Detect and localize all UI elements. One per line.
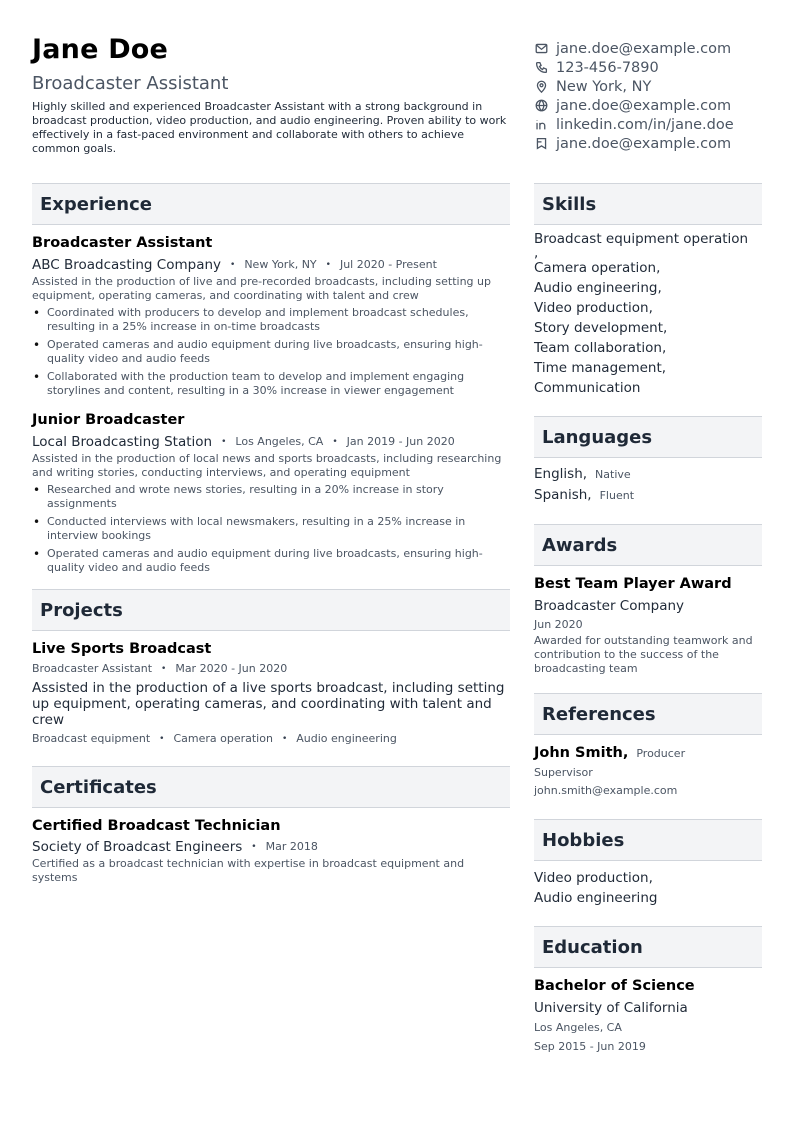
contact-website[interactable] — [534, 96, 774, 115]
degree: Bachelor of Science — [534, 978, 695, 994]
summary: Highly skilled and experienced Broadcaster Assistant with a strong background in broadcast production, video production, and audio engineering. Proven ability to work effectively in a fast-paced environment and collaborate with others to achieve common goals. — [32, 100, 507, 155]
dates: Mar 2020 - Jun 2020 — [175, 662, 288, 675]
references-heading: References — [534, 693, 762, 735]
separator: • — [251, 842, 257, 852]
hobbies-heading: Hobbies — [534, 819, 762, 861]
skill-item: Time management, — [534, 360, 667, 376]
award-description: Awarded for outstanding teamwork and contribution to the success of the broadcasting team — [534, 634, 753, 675]
education-dates: Sep 2015 - Jun 2019 — [534, 1040, 646, 1053]
awards-heading: Awards — [534, 524, 762, 566]
reference-name: John Smith, — [534, 745, 629, 761]
bullet-item: • Operated cameras and audio equipment during live broadcasts, ensuring high-quality video and audio feeds — [32, 547, 510, 575]
bullet-item: • Conducted interviews with local newsmakers, resulting in a 25% increase in interview bookings — [32, 515, 510, 543]
language-name: Spanish, — [534, 487, 592, 503]
contact-text: jane.doe@example.com — [556, 97, 732, 114]
skill-item: Broadcast equipment operation — [534, 231, 749, 247]
contact-list — [534, 39, 774, 153]
hobbies-list — [534, 868, 762, 908]
contact-location — [534, 77, 774, 96]
job-bullets — [32, 306, 510, 398]
globe-icon — [534, 99, 548, 113]
certificate-description: Certified as a broadcast technician with expertise in broadcast equipment and systems — [32, 857, 465, 884]
experience-item — [32, 233, 510, 398]
contact-text: jane.doe@example.com — [556, 135, 732, 152]
location-pin-icon — [534, 80, 548, 94]
candidate-role: Broadcaster Assistant — [32, 73, 229, 94]
date: Mar 2018 — [265, 840, 318, 853]
issuer: Society of Broadcast Engineers — [32, 839, 243, 855]
bookmark-icon — [534, 137, 548, 151]
skill-item: Team collaboration, — [534, 340, 667, 356]
contact-phone[interactable] — [534, 58, 774, 77]
hobby-item: Audio engineering — [534, 890, 658, 906]
phone-icon — [534, 61, 548, 75]
contact-other[interactable] — [534, 134, 774, 153]
tag: Broadcast equipment — [32, 732, 151, 745]
company: ABC Broadcasting Company — [32, 257, 222, 273]
language-level: Native — [595, 468, 631, 481]
job-description: Assisted in the production of live and pre-recorded broadcasts, including setting up equipment, operating cameras, and coordinating with talent and crew — [32, 275, 491, 302]
contact-linkedin[interactable] — [534, 115, 774, 134]
separator: • — [281, 734, 288, 744]
languages-heading: Languages — [534, 416, 762, 458]
contact-text: linkedin.com/in/jane.doe — [556, 116, 734, 133]
award-title: Best Team Player Award — [534, 576, 732, 592]
separator: • — [230, 260, 236, 270]
project-description: Assisted in the production of a live sports broadcast, including setting up equipment, operating cameras, and coordinating with talent and crew — [32, 680, 505, 728]
hobby-item: Video production, — [534, 870, 653, 886]
skills-heading: Skills — [534, 183, 762, 225]
education-location: Los Angeles, CA — [534, 1021, 622, 1034]
contact-text: New York, NY — [556, 78, 652, 95]
language-name: English, — [534, 466, 588, 482]
skill-item: Video production, — [534, 300, 653, 316]
skills-list — [534, 231, 762, 398]
header — [32, 34, 512, 156]
contact-text: jane.doe@example.com — [556, 40, 732, 57]
project-meta — [32, 659, 510, 679]
bullet-item: • Collaborated with the production team to develop and implement engaging storylines and content, resulting in a 30% increase in viewer engagement — [32, 370, 510, 398]
linkedin-icon — [534, 118, 548, 132]
certificates-heading: Certificates — [32, 766, 510, 808]
skill-item: Communication — [534, 380, 641, 396]
company: Local Broadcasting Station — [32, 434, 213, 450]
project-role: Broadcaster Assistant — [32, 662, 153, 675]
project-title: Live Sports Broadcast — [32, 641, 212, 657]
project-item — [32, 639, 510, 749]
bullet-item: • Researched and wrote news stories, resulting in a 20% increase in story assignments — [32, 483, 510, 511]
separator: • — [332, 437, 338, 447]
projects-heading: Projects — [32, 589, 510, 631]
award-date: Jun 2020 — [534, 618, 583, 631]
contact-text: 123-456-7890 — [556, 59, 659, 76]
education-item — [534, 976, 762, 1056]
candidate-name: Jane Doe — [32, 34, 169, 65]
separator: • — [161, 664, 167, 674]
bullet-item: • Operated cameras and audio equipment during live broadcasts, ensuring high-quality video and audio feeds — [32, 338, 510, 366]
experience-item — [32, 410, 510, 575]
skill-item: Audio engineering, — [534, 280, 662, 296]
language-level: Fluent — [599, 489, 635, 502]
certificate-title: Certified Broadcast Technician — [32, 818, 281, 834]
skill-item: Camera operation, — [534, 260, 661, 276]
language-item — [534, 485, 762, 506]
job-title: Junior Broadcaster — [32, 412, 185, 428]
location: New York, NY — [244, 258, 317, 271]
job-meta — [32, 255, 510, 275]
bullet-item: • Coordinated with producers to develop and implement broadcast schedules, resulting in a 25% increase in on-time broadcasts — [32, 306, 510, 334]
project-tags — [32, 729, 510, 749]
skill-item: Story development, — [534, 320, 668, 336]
separator: • — [221, 437, 227, 447]
job-description: Assisted in the production of local news and sports broadcasts, including researching and writing stories, conducting interviews, and operating equipment — [32, 452, 502, 479]
location: Los Angeles, CA — [235, 435, 324, 448]
education-heading: Education — [534, 926, 762, 968]
reference-header — [534, 743, 762, 764]
certificate-meta — [32, 837, 510, 857]
award-item — [534, 574, 762, 676]
school: University of California — [534, 1000, 688, 1016]
certificate-item — [32, 816, 510, 885]
award-issuer: Broadcaster Company — [534, 598, 685, 614]
job-title: Broadcaster Assistant — [32, 235, 213, 251]
separator: • — [325, 260, 331, 270]
mail-icon — [534, 42, 548, 56]
main-column — [32, 183, 510, 885]
experience-heading: Experience — [32, 183, 510, 225]
job-meta — [32, 432, 510, 452]
languages-list — [534, 464, 762, 506]
skill-item: , — [534, 245, 539, 261]
reference-email[interactable]: john.smith@example.com — [534, 784, 678, 797]
contact-email[interactable] — [534, 39, 774, 58]
tag: Camera operation — [173, 732, 273, 745]
tag: Audio engineering — [296, 732, 397, 745]
language-item — [534, 464, 762, 485]
job-bullets — [32, 483, 510, 575]
reference-item — [534, 743, 762, 800]
dates: Jan 2019 - Jun 2020 — [346, 435, 455, 448]
reference-title: Producer — [636, 747, 686, 760]
dates: Jul 2020 - Present — [339, 258, 437, 271]
side-column — [534, 183, 762, 1056]
reference-relation: Supervisor — [534, 766, 593, 779]
separator: • — [159, 734, 165, 744]
